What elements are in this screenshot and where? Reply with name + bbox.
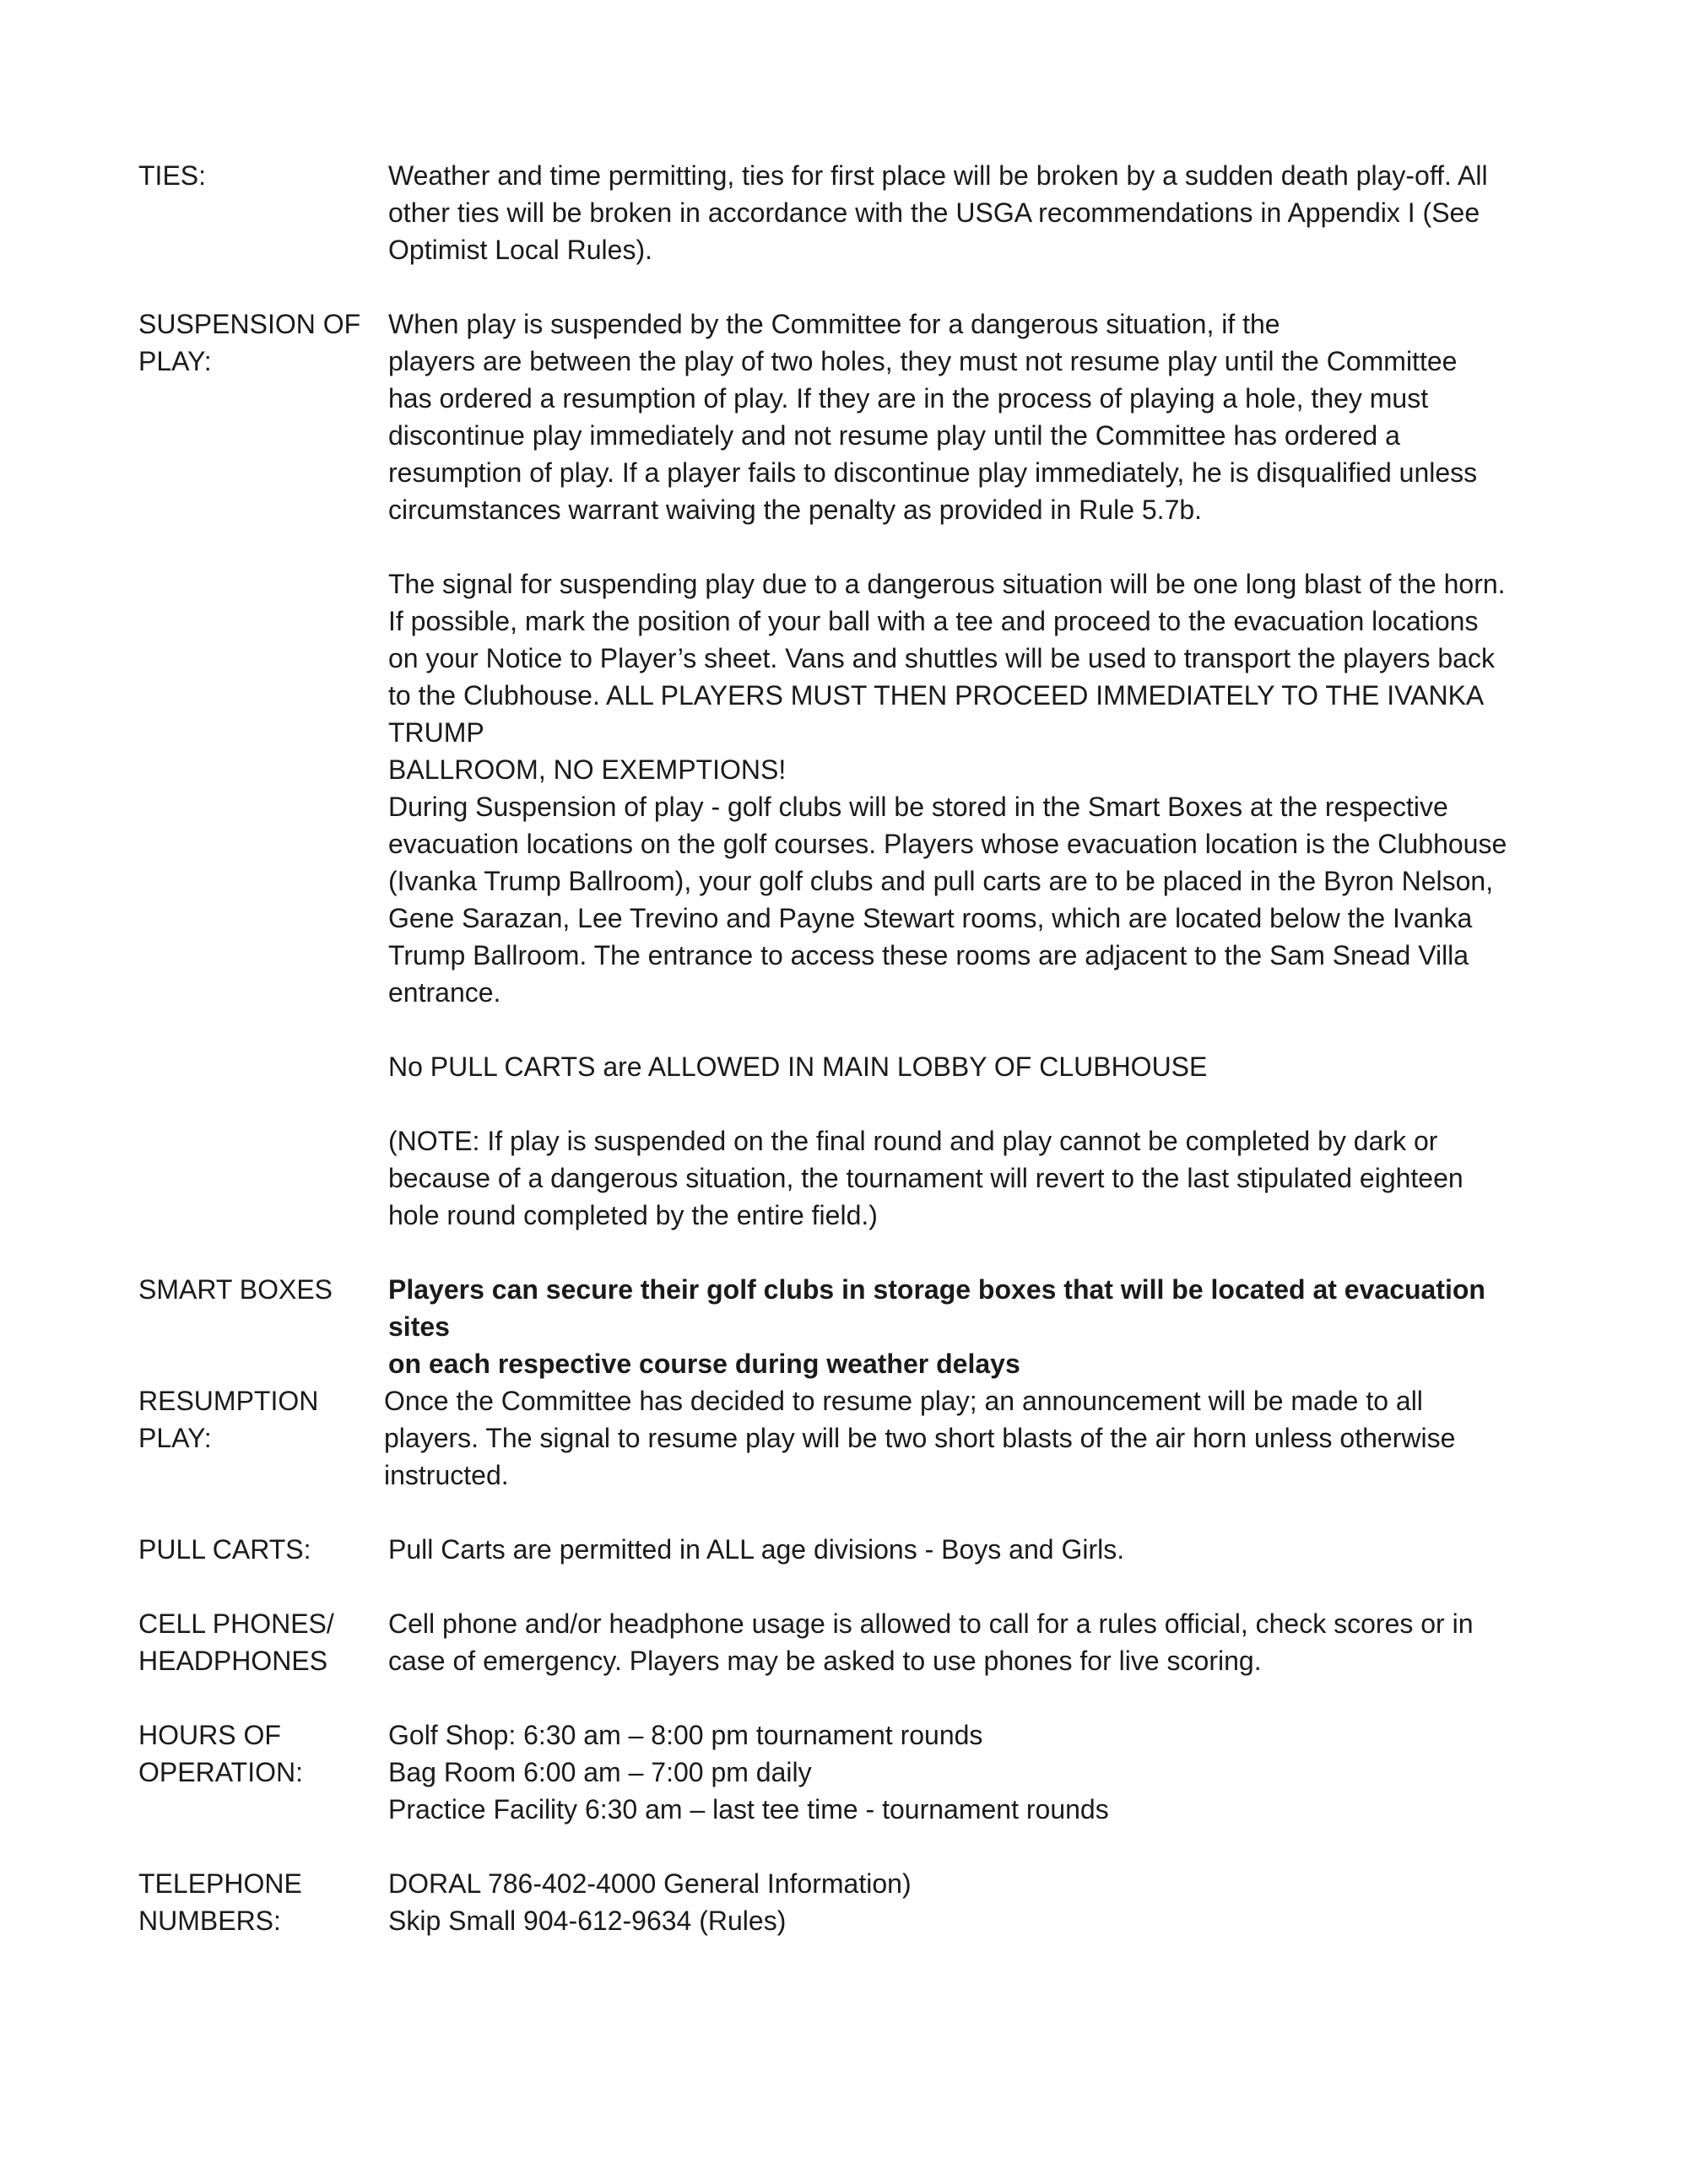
- pull-carts-text: Pull Carts are permitted in ALL age divisions - Boys and Girls.: [388, 1534, 1125, 1565]
- section-label: HOURS OF OPERATION:: [138, 1720, 303, 1787]
- suspension-paragraph-3: During Suspension of play - golf clubs will be stored in the Smart Boxes at the respective evacuation locations on the golf courses. Players whose evacuation location is the Clubhouse (Ivanka Trump Ballroom), your golf clubs and pull carts are to be placed in the Byron Nelson, Gene Sarazan, Lee Trevino and Payne Stewart rooms, which are located below the Ivanka Trump Ballroom. The entrance to access these rooms are adjacent to the Sam Snead Villa entrance.: [388, 792, 1507, 1008]
- section-body: [388, 1865, 1553, 1939]
- ties-text: Weather and time permitting, ties for first place will be broken by a sudden death play-off. All other ties will be broken in accordance with the USGA recommendations in Appendix I (See Optimist Local Rules).: [388, 160, 1488, 265]
- section-body: [384, 1382, 1549, 1494]
- resumption-text: Once the Committee has decided to resume play; an announcement will be made to all players. The signal to resume play will be two short blasts of the air horn unless otherwise instructed.: [384, 1386, 1456, 1490]
- section-label: SMART BOXES: [138, 1274, 333, 1305]
- section-body: [388, 1531, 1553, 1568]
- suspension-paragraph-5: (NOTE: If play is suspended on the final round and play cannot be completed by dark or because of a dangerous situation, the tournament will revert to the last stipulated eighteen hole round completed by the entire field.): [388, 1126, 1463, 1230]
- telephone-text: DORAL 786-402-4000 General Information) Skip Small 904-612-9634 (Rules): [388, 1868, 912, 1936]
- section-label: PULL CARTS:: [138, 1534, 311, 1565]
- suspension-paragraph-1: When play is suspended by the Committee for a dangerous situation, if the players are between the play of two holes, they must not resume play until the Committee has ordered a resumption of play. If they are in the process of playing a hole, they must discontinue play immediately and not resume play until the Committee has ordered a resumption of play. If a player fails to discontinue play immediately, he is disqualified unless circumstances warrant waiving the penalty as provided in Rule 5.7b.: [388, 309, 1478, 525]
- section-body: [388, 305, 1553, 528]
- section-label: TIES:: [138, 160, 207, 191]
- section-body: [388, 157, 1553, 268]
- section-label: TELEPHONE NUMBERS:: [138, 1868, 302, 1936]
- section-label: SUSPENSION OF PLAY:: [138, 309, 361, 376]
- cell-phones-text: Cell phone and/or headphone usage is allowed to call for a rules official, check scores or in case of emergency. Players may be asked to use phones for live scoring.: [388, 1608, 1474, 1676]
- suspension-paragraph-2: The signal for suspending play due to a dangerous situation will be one long blast of the horn. If possible, mark the position of your ball with a tee and proceed to the evacuation locations on your Notice to Player’s sheet. Vans and shuttles will be used to transport the players back to the Clubhouse. ALL PLAYERS MUST THEN PROCEED IMMEDIATELY TO THE IVANKA TRUMP BALLROOM, NO EXEMPTIONS!: [388, 569, 1506, 785]
- section-body: [388, 1716, 1553, 1828]
- suspension-paragraph-4: No PULL CARTS are ALLOWED IN MAIN LOBBY OF CLUBHOUSE: [388, 1051, 1208, 1082]
- hours-text: Golf Shop: 6:30 am – 8:00 pm tournament rounds Bag Room 6:00 am – 7:00 pm daily Practice Facility 6:30 am – last tee time - tournament rounds: [388, 1720, 1109, 1825]
- section-body: [388, 1271, 1553, 1382]
- smart-boxes-text: Players can secure their golf clubs in storage boxes that will be located at evacuation sites on each respective course during weather delays: [388, 1274, 1485, 1379]
- section-body: [388, 1605, 1553, 1679]
- section-label: CELL PHONES/ HEADPHONES: [138, 1608, 334, 1676]
- section-label: RESUMPTION PLAY:: [138, 1386, 319, 1453]
